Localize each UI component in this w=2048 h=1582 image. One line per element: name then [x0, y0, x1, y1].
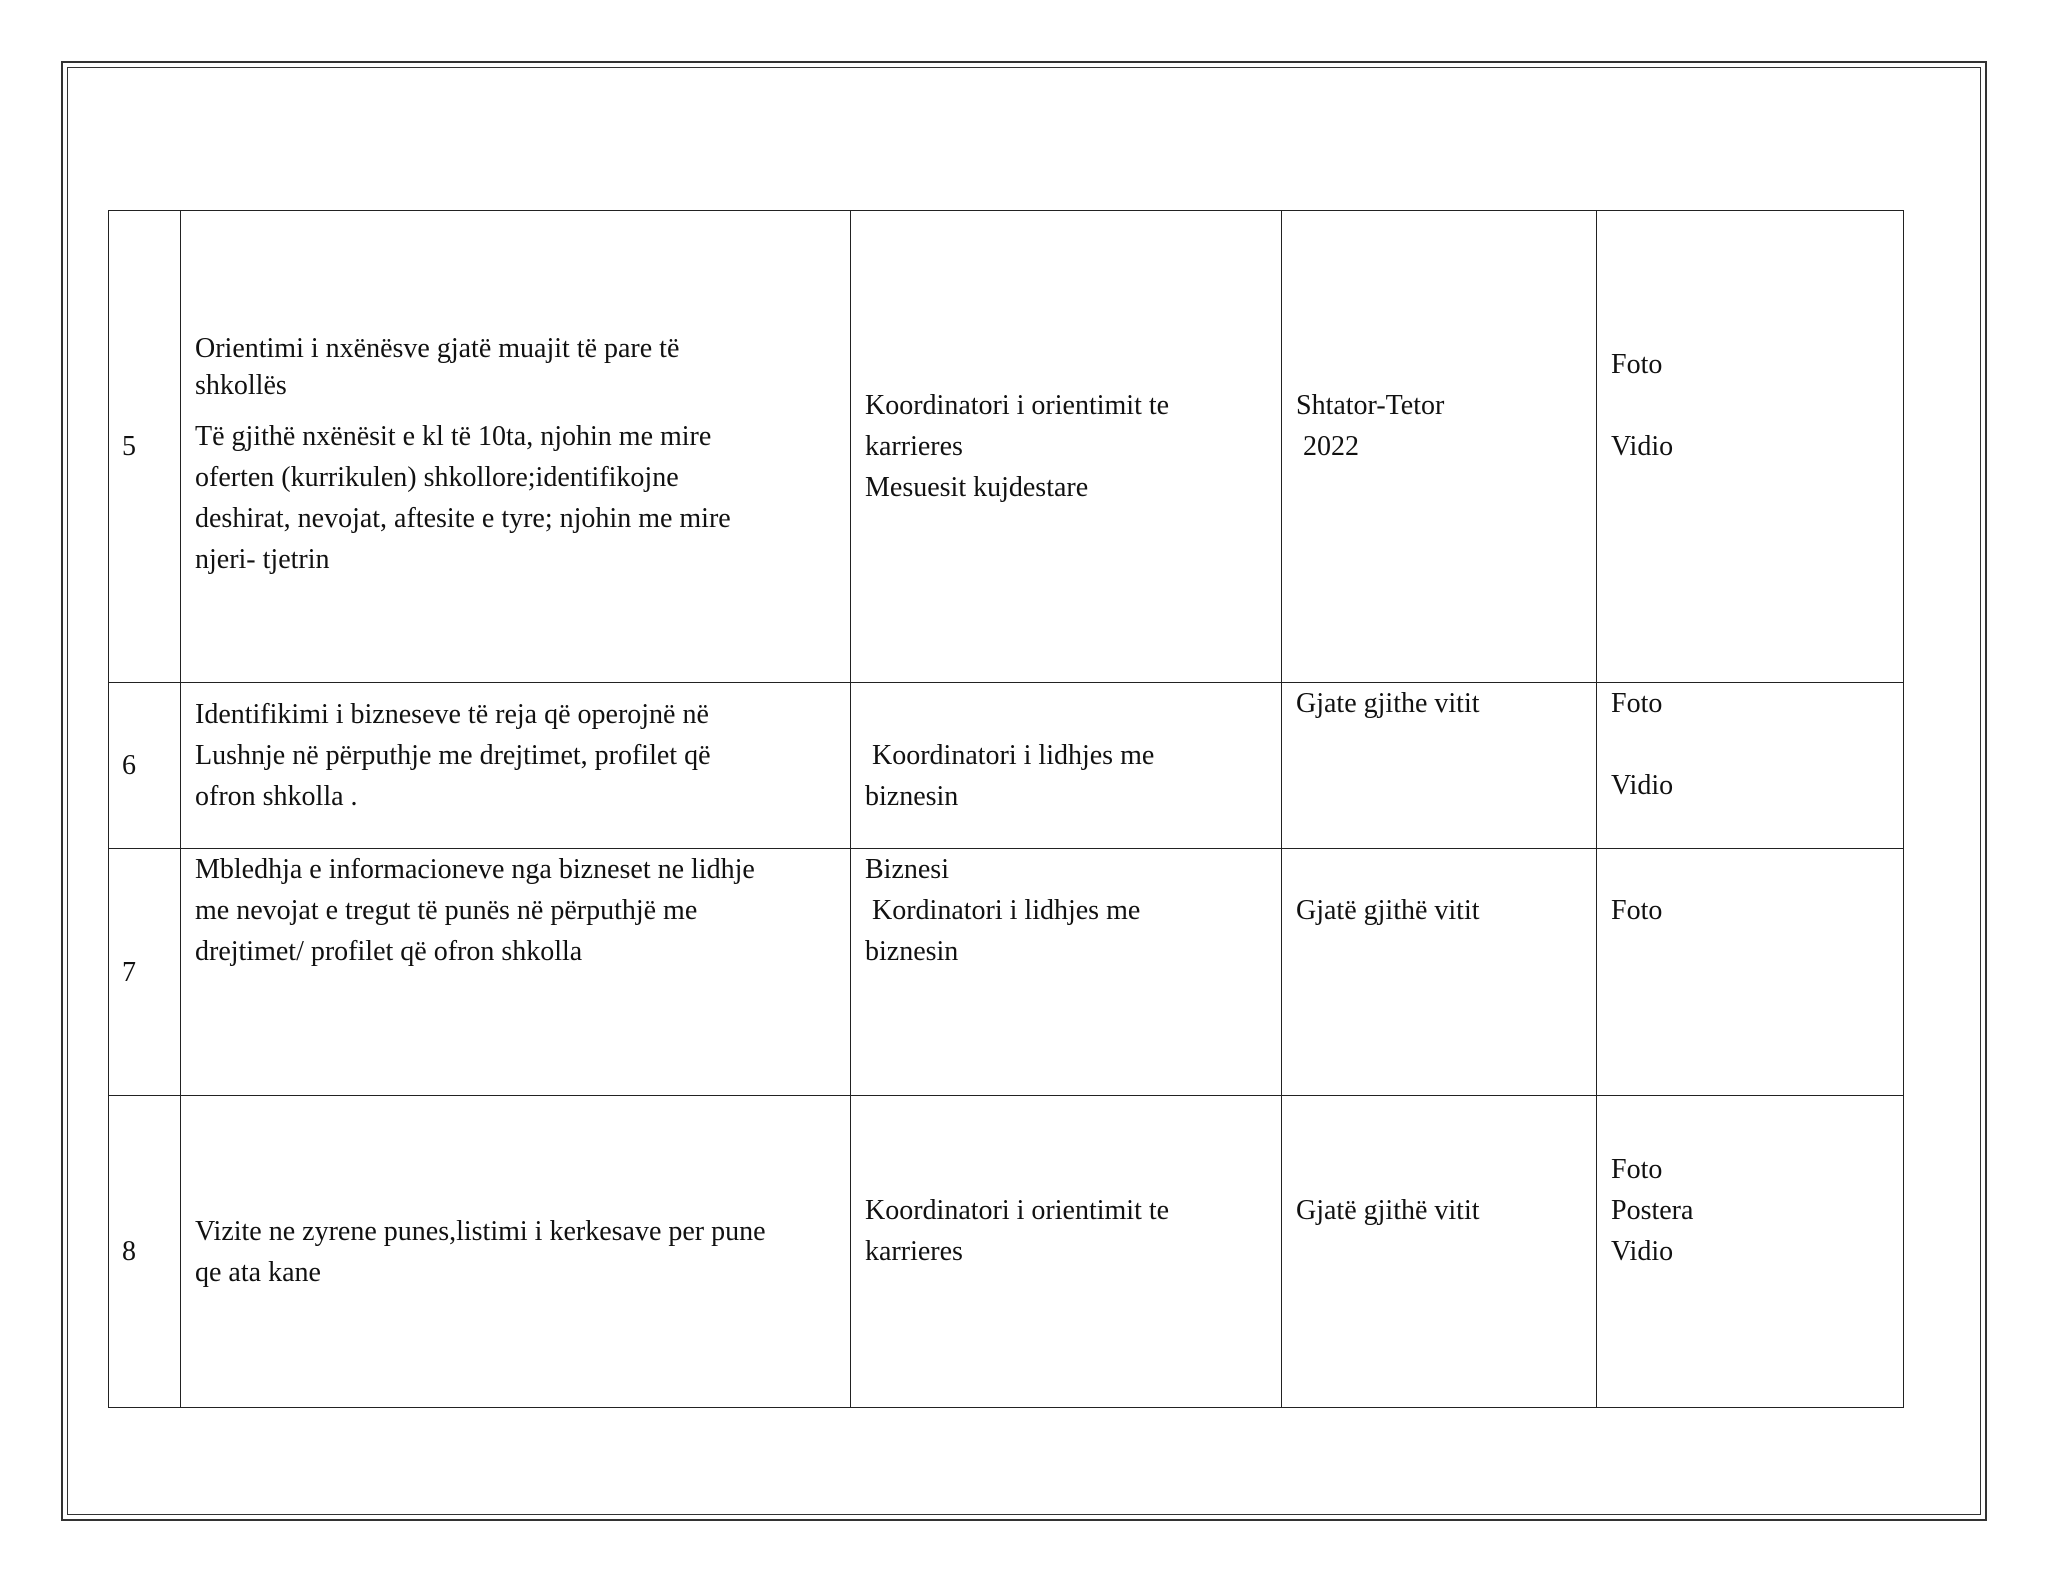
time-cell [1282, 683, 1597, 849]
time-line: Gjatë gjithë vitit [1296, 895, 1480, 926]
row-number-text: 5 [122, 431, 136, 462]
evidence-line: Foto [1611, 349, 1663, 380]
responsible-line: karrieres [865, 1236, 963, 1267]
evidence-line: Foto [1611, 895, 1663, 926]
activity-plan-table [108, 210, 1904, 1408]
evidence-cell [1597, 1096, 1904, 1408]
activity-cell [181, 1096, 851, 1408]
table-row [109, 211, 1904, 683]
time-line: 2022 [1296, 431, 1359, 462]
responsible-cell [851, 683, 1282, 849]
activity-detail-line: njeri- tjetrin [195, 543, 330, 575]
responsible-line: karrieres [865, 431, 963, 462]
responsible-line: Koordinatori i lidhjes me [865, 739, 1155, 771]
evidence-line: Postera [1611, 1195, 1694, 1226]
evidence-cell [1597, 211, 1904, 683]
evidence-line: Vidio [1611, 1236, 1674, 1267]
evidence-line: Vidio [1611, 431, 1674, 462]
activity-title-line: Orientimi i nxënësve gjatë muajit të pare të [195, 332, 680, 364]
activity-title-line: shkollës [195, 369, 287, 401]
time-line: Gjate gjithe vitit [1296, 688, 1480, 719]
activity-line: Identifikimi i bizneseve të reja që operojnë në [195, 699, 709, 730]
evidence-cell [1597, 849, 1904, 1096]
activity-line: Mbledhja e informacioneve nga bizneset ne lidhje [195, 854, 755, 885]
evidence-line: Foto [1611, 1154, 1663, 1185]
responsible-line: biznesin [865, 780, 959, 812]
activity-cell [181, 683, 851, 849]
responsible-line: biznesin [865, 936, 959, 967]
responsible-cell [851, 849, 1282, 1096]
evidence-line: Foto [1611, 688, 1663, 719]
activity-line: drejtimet/ profilet që ofron shkolla [195, 936, 583, 967]
activity-detail-line: deshirat, nevojat, aftesite e tyre; njohin me mire [195, 502, 731, 534]
activity-detail-line: oferten (kurrikulen) shkollore;identifikojne [195, 461, 679, 493]
time-cell [1282, 211, 1597, 683]
row-number-text: 7 [122, 956, 136, 988]
activity-line: Vizite ne zyrene punes,listimi i kerkesave per pune [195, 1215, 766, 1247]
evidence-line [1611, 385, 1889, 426]
responsible-line: Kordinatori i lidhjes me [865, 895, 1141, 926]
activity-line: me nevojat e tregut të punës në përputhjë me [195, 895, 698, 926]
time-cell [1282, 849, 1597, 1096]
evidence-line: Vidio [1611, 770, 1674, 801]
evidence-line [1611, 724, 1889, 765]
responsible-line: Biznesi [865, 854, 949, 885]
activity-cell [181, 211, 851, 683]
activity-cell [181, 849, 851, 1096]
table-row [109, 1096, 1904, 1408]
responsible-cell [851, 1096, 1282, 1408]
table-row [109, 683, 1904, 849]
evidence-cell [1597, 683, 1904, 849]
time-line: Gjatë gjithë vitit [1296, 1195, 1480, 1226]
responsible-line: Koordinatori i orientimit te [865, 1195, 1170, 1226]
row-number-text: 8 [122, 1236, 136, 1267]
row-number [109, 1096, 181, 1408]
row-number-text: 6 [122, 750, 136, 781]
time-line: Shtator-Tetor [1296, 390, 1445, 421]
table-row [109, 849, 1904, 1096]
activity-line: qe ata kane [195, 1256, 321, 1288]
time-cell [1282, 1096, 1597, 1408]
responsible-cell [851, 211, 1282, 683]
row-number [109, 211, 181, 683]
responsible-line: Mesuesit kujdestare [865, 472, 1089, 503]
responsible-line: Koordinatori i orientimit te [865, 390, 1170, 421]
row-number [109, 683, 181, 849]
activity-line: ofron shkolla . [195, 781, 358, 812]
activity-detail-line: Të gjithë nxënësit e kl të 10ta, njohin me mire [195, 420, 712, 452]
row-number [109, 849, 181, 1096]
activity-line: Lushnje në përputhje me drejtimet, profilet që [195, 740, 711, 771]
